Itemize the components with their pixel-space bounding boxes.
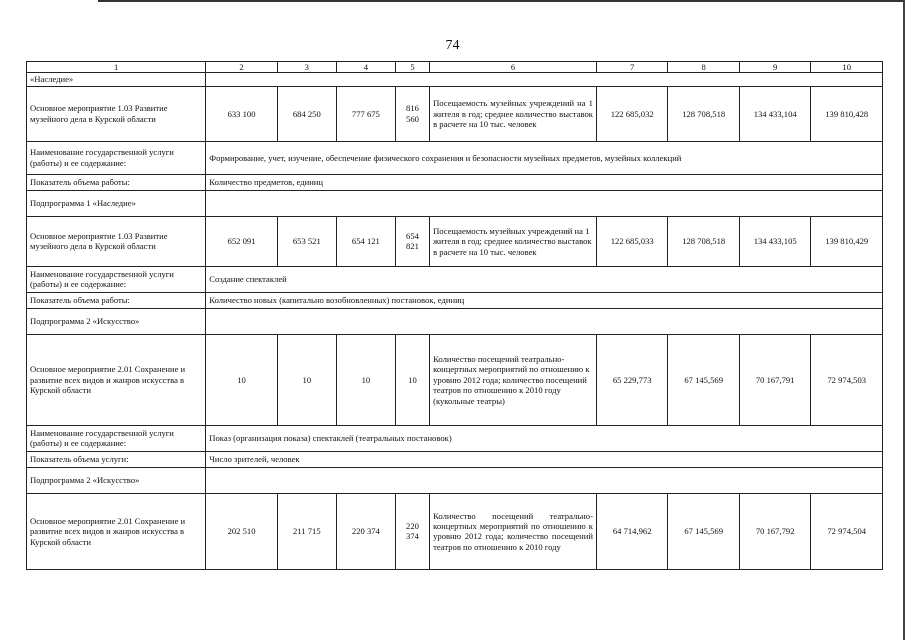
- table-row: [27, 266, 883, 292]
- table-row: [27, 308, 883, 334]
- table-row: [27, 216, 883, 266]
- value-cell: 134 433,104: [739, 86, 811, 141]
- header-cell: 5: [395, 62, 429, 73]
- value-cell: 122 685,032: [596, 86, 668, 141]
- subprogram-label: Подпрограмма 2 «Искусство»: [27, 467, 206, 493]
- value-cell: 139 810,428: [811, 86, 883, 141]
- value-cell: 10: [277, 334, 336, 425]
- value-cell: 128 708,518: [668, 216, 740, 266]
- indicator-cell: Посещаемость музейных учреждений на 1 жителя в год; среднее количество выставок в расчете на 10 тыс. человек: [430, 216, 597, 266]
- subprogram-label: Подпрограмма 2 «Искусство»: [27, 308, 206, 334]
- table-row: [27, 190, 883, 216]
- indicator-cell: Количество посещений театрально-концертных мероприятий по отношению к уровню 2012 года; количество посещений театров по отношению к 2010 году: [430, 493, 597, 569]
- table-row: [27, 425, 883, 451]
- empty-span: [206, 190, 883, 216]
- row-label: Основное мероприятие 1.03 Развитие музейного дела в Курской области: [27, 86, 206, 141]
- table-row: [27, 493, 883, 569]
- empty-span: [206, 308, 883, 334]
- volume-indicator: Количество новых (капитально возобновленных) постановок, единиц: [206, 292, 883, 308]
- table-row: [27, 174, 883, 190]
- row-label: Показатель объема услуги:: [27, 451, 206, 467]
- value-cell: 72 974,504: [811, 493, 883, 569]
- header-cell: 4: [336, 62, 395, 73]
- row-label: Наименование государственной услуги (работы) и ее содержание:: [27, 141, 206, 174]
- header-cell: 8: [668, 62, 740, 73]
- value-cell: 220 374: [336, 493, 395, 569]
- row-label: Основное мероприятие 2.01 Сохранение и развитие всех видов и жанров искусства в Курской области: [27, 493, 206, 569]
- table-row: [27, 141, 883, 174]
- table-row: [27, 334, 883, 425]
- table-row: [27, 451, 883, 467]
- header-cell: 3: [277, 62, 336, 73]
- value-cell: 10: [336, 334, 395, 425]
- value-cell: 64 714,962: [596, 493, 668, 569]
- service-content: Создание спектаклей: [206, 266, 883, 292]
- value-cell: 211 715: [277, 493, 336, 569]
- value-cell: 633 100: [206, 86, 278, 141]
- value-cell: 202 510: [206, 493, 278, 569]
- value-cell: 122 685,033: [596, 216, 668, 266]
- header-cell: 6: [430, 62, 597, 73]
- value-cell: 10: [206, 334, 278, 425]
- value-cell: 816 560: [395, 86, 429, 141]
- row-label: Основное мероприятие 2.01 Сохранение и развитие всех видов и жанров искусства в Курской области: [27, 334, 206, 425]
- row-label: Показатель объема работы:: [27, 174, 206, 190]
- table-row: [27, 292, 883, 308]
- value-cell: 654 821: [395, 216, 429, 266]
- value-cell: 128 708,518: [668, 86, 740, 141]
- value-cell: 220 374: [395, 493, 429, 569]
- volume-indicator: Число зрителей, человек: [206, 451, 883, 467]
- table-row: [27, 467, 883, 493]
- row-label: Основное мероприятие 1.03 Развитие музейного дела в Курской области: [27, 216, 206, 266]
- program-table: [26, 61, 883, 570]
- value-cell: 70 167,791: [739, 334, 811, 425]
- value-cell: 70 167,792: [739, 493, 811, 569]
- subprogram-label: Подпрограмма 1 «Наследие»: [27, 190, 206, 216]
- value-cell: 65 229,773: [596, 334, 668, 425]
- row-label: «Наследие»: [27, 73, 206, 86]
- value-cell: 654 121: [336, 216, 395, 266]
- header-row: [27, 62, 883, 73]
- value-cell: 652 091: [206, 216, 278, 266]
- value-cell: 139 810,429: [811, 216, 883, 266]
- service-content: Формирование, учет, изучение, обеспечение физического сохранения и безопасности музейных предметов, музейных коллекций: [206, 141, 883, 174]
- indicator-cell: Количество посещений театрально-концертных мероприятий по отношению к уровню 2012 года; количество посещений театров по отношению к 2010 году (кукольные театры): [430, 334, 597, 425]
- value-cell: 777 675: [336, 86, 395, 141]
- row-label: Наименование государственной услуги (работы) и ее содержание:: [27, 425, 206, 451]
- value-cell: 653 521: [277, 216, 336, 266]
- row-label: Наименование государственной услуги (работы) и ее содержание:: [27, 266, 206, 292]
- table-row: [27, 73, 883, 86]
- service-content: Показ (организация показа) спектаклей (театральных постановок): [206, 425, 883, 451]
- value-cell: 684 250: [277, 86, 336, 141]
- table-row: [27, 86, 883, 141]
- header-cell: 9: [739, 62, 811, 73]
- header-cell: 10: [811, 62, 883, 73]
- header-cell: 7: [596, 62, 668, 73]
- header-cell: 2: [206, 62, 278, 73]
- scan-border-top: [98, 0, 905, 2]
- empty-span: [206, 467, 883, 493]
- header-cell: 1: [27, 62, 206, 73]
- value-cell: 67 145,569: [668, 334, 740, 425]
- value-cell: 67 145,569: [668, 493, 740, 569]
- indicator-cell: Посещаемость музейных учреждений на 1 жителя в год; среднее количество выставок в расчете на 10 тыс. человек: [430, 86, 597, 141]
- value-cell: 10: [395, 334, 429, 425]
- page-number: 74: [445, 38, 460, 53]
- value-cell: 134 433,105: [739, 216, 811, 266]
- empty-span: [206, 73, 883, 86]
- value-cell: 72 974,503: [811, 334, 883, 425]
- volume-indicator: Количество предметов, единиц: [206, 174, 883, 190]
- row-label: Показатель объема работы:: [27, 292, 206, 308]
